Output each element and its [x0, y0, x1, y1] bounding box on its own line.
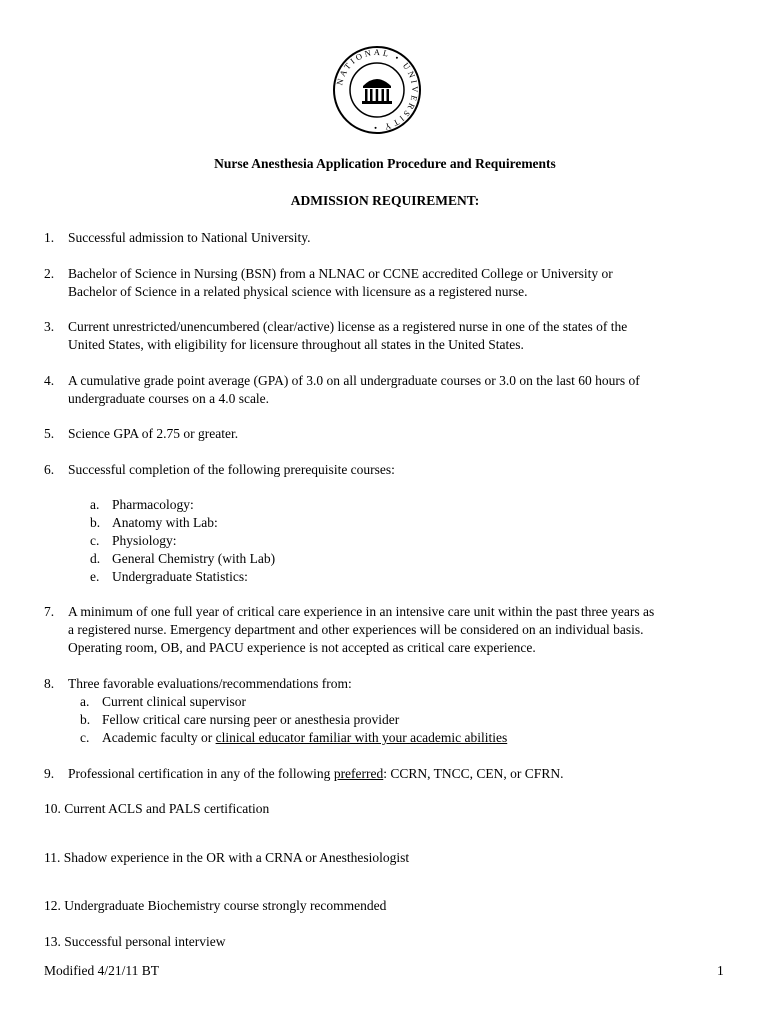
requirement-number: 13. — [44, 934, 61, 949]
requirement-12 — [44, 897, 744, 915]
requirement-text-line: A minimum of one full year of critical care experience in an intensive care unit within the past three years as — [68, 604, 655, 619]
page-number: 1 — [717, 963, 724, 978]
prerequisite-item: d. General Chemistry (with Lab) — [90, 551, 276, 566]
requirement-7 — [44, 603, 764, 657]
requirement-text-line: A cumulative grade point average (GPA) of 3.0 on all undergraduate courses or 3.0 on the last 60 hours of — [68, 373, 640, 388]
requirement-5 — [44, 425, 744, 443]
requirement-number: 3. — [44, 319, 55, 334]
requirement-number: 2. — [44, 266, 55, 281]
requirement-text: Successful admission to National University. — [68, 230, 311, 245]
requirement-number: 9. — [44, 766, 55, 781]
requirement-13 — [44, 933, 744, 951]
requirement-text: Successful completion of the following prerequisite courses: — [68, 462, 395, 477]
recommendation-item: c. Academic faculty or clinical educator familiar with your academic abilities — [80, 730, 508, 745]
footer-modified-date: Modified 4/21/11 BT — [44, 963, 159, 978]
svg-text:NATIONAL • UNIVERSITY •: NATIONAL • UNIVERSITY • — [334, 46, 421, 134]
underlined-text: preferred — [333, 766, 384, 781]
national-university-seal-logo — [333, 46, 421, 134]
requirement-text: Current ACLS and PALS certification — [64, 801, 270, 816]
section-heading: ADMISSION REQUIREMENT: — [290, 193, 480, 208]
requirement-text: Three favorable evaluations/recommendations from: — [68, 676, 352, 691]
requirement-text-line: a registered nurse. Emergency department and other experiences will be considered on an individual basis. — [68, 622, 644, 637]
prerequisite-item: c. Physiology: — [90, 533, 177, 548]
requirement-9: 9. Professional certification in any of the following preferred: CCRN, TNCC, CEN, or CFRN. — [44, 766, 564, 781]
requirement-text-line: Bachelor of Science in a related physical science with licensure as a registered nurse. — [68, 284, 528, 299]
requirement-text: Shadow experience in the OR with a CRNA or Anesthesiologist — [63, 850, 410, 865]
requirement-text: Successful personal interview — [64, 934, 226, 949]
requirement-11 — [44, 849, 744, 867]
requirement-3 — [44, 318, 744, 354]
requirement-text-line: Operating room, OB, and PACU experience is not accepted as critical care experience. — [68, 640, 536, 655]
recommendation-item: b. Fellow critical care nursing peer or anesthesia provider — [80, 712, 400, 727]
requirement-1 — [44, 229, 744, 247]
requirement-2 — [44, 265, 744, 301]
requirement-10 — [44, 800, 744, 818]
requirement-number: 10. — [44, 801, 61, 816]
requirement-number: 1. — [44, 230, 55, 245]
requirement-number: 5. — [44, 426, 55, 441]
requirement-text: Science GPA of 2.75 or greater. — [68, 426, 239, 441]
prerequisite-item: a. Pharmacology: — [90, 497, 194, 512]
requirement-6 — [44, 461, 744, 479]
requirement-text-line: Current unrestricted/unencumbered (clear/active) license as a registered nurse in one of the states of the — [68, 319, 628, 334]
requirement-4 — [44, 372, 744, 408]
requirement-number: 6. — [44, 462, 55, 477]
requirement-text-line: Bachelor of Science in Nursing (BSN) from a NLNAC or CCNE accredited College or University or — [68, 266, 613, 281]
requirement-8 — [44, 675, 744, 693]
underlined-text: clinical educator familiar with your academic abilities — [215, 730, 508, 745]
requirement-number: 7. — [44, 604, 55, 619]
prerequisite-item: b. Anatomy with Lab: — [90, 515, 218, 530]
document-title: Nurse Anesthesia Application Procedure and Requirements — [214, 156, 556, 171]
requirement-text-line: undergraduate courses on a 4.0 scale. — [68, 391, 270, 406]
recommendation-item: a. Current clinical supervisor — [80, 694, 246, 709]
requirement-number: 8. — [44, 676, 55, 691]
requirement-number: 4. — [44, 373, 55, 388]
requirement-number: 12. — [44, 898, 61, 913]
requirement-number: 11. — [44, 850, 61, 865]
requirement-text: Undergraduate Biochemistry course strongly recommended — [64, 898, 387, 913]
requirement-text-line: United States, with eligibility for licensure throughout all states in the United States. — [68, 337, 524, 352]
prerequisite-item: e. Undergraduate Statistics: — [90, 569, 248, 584]
